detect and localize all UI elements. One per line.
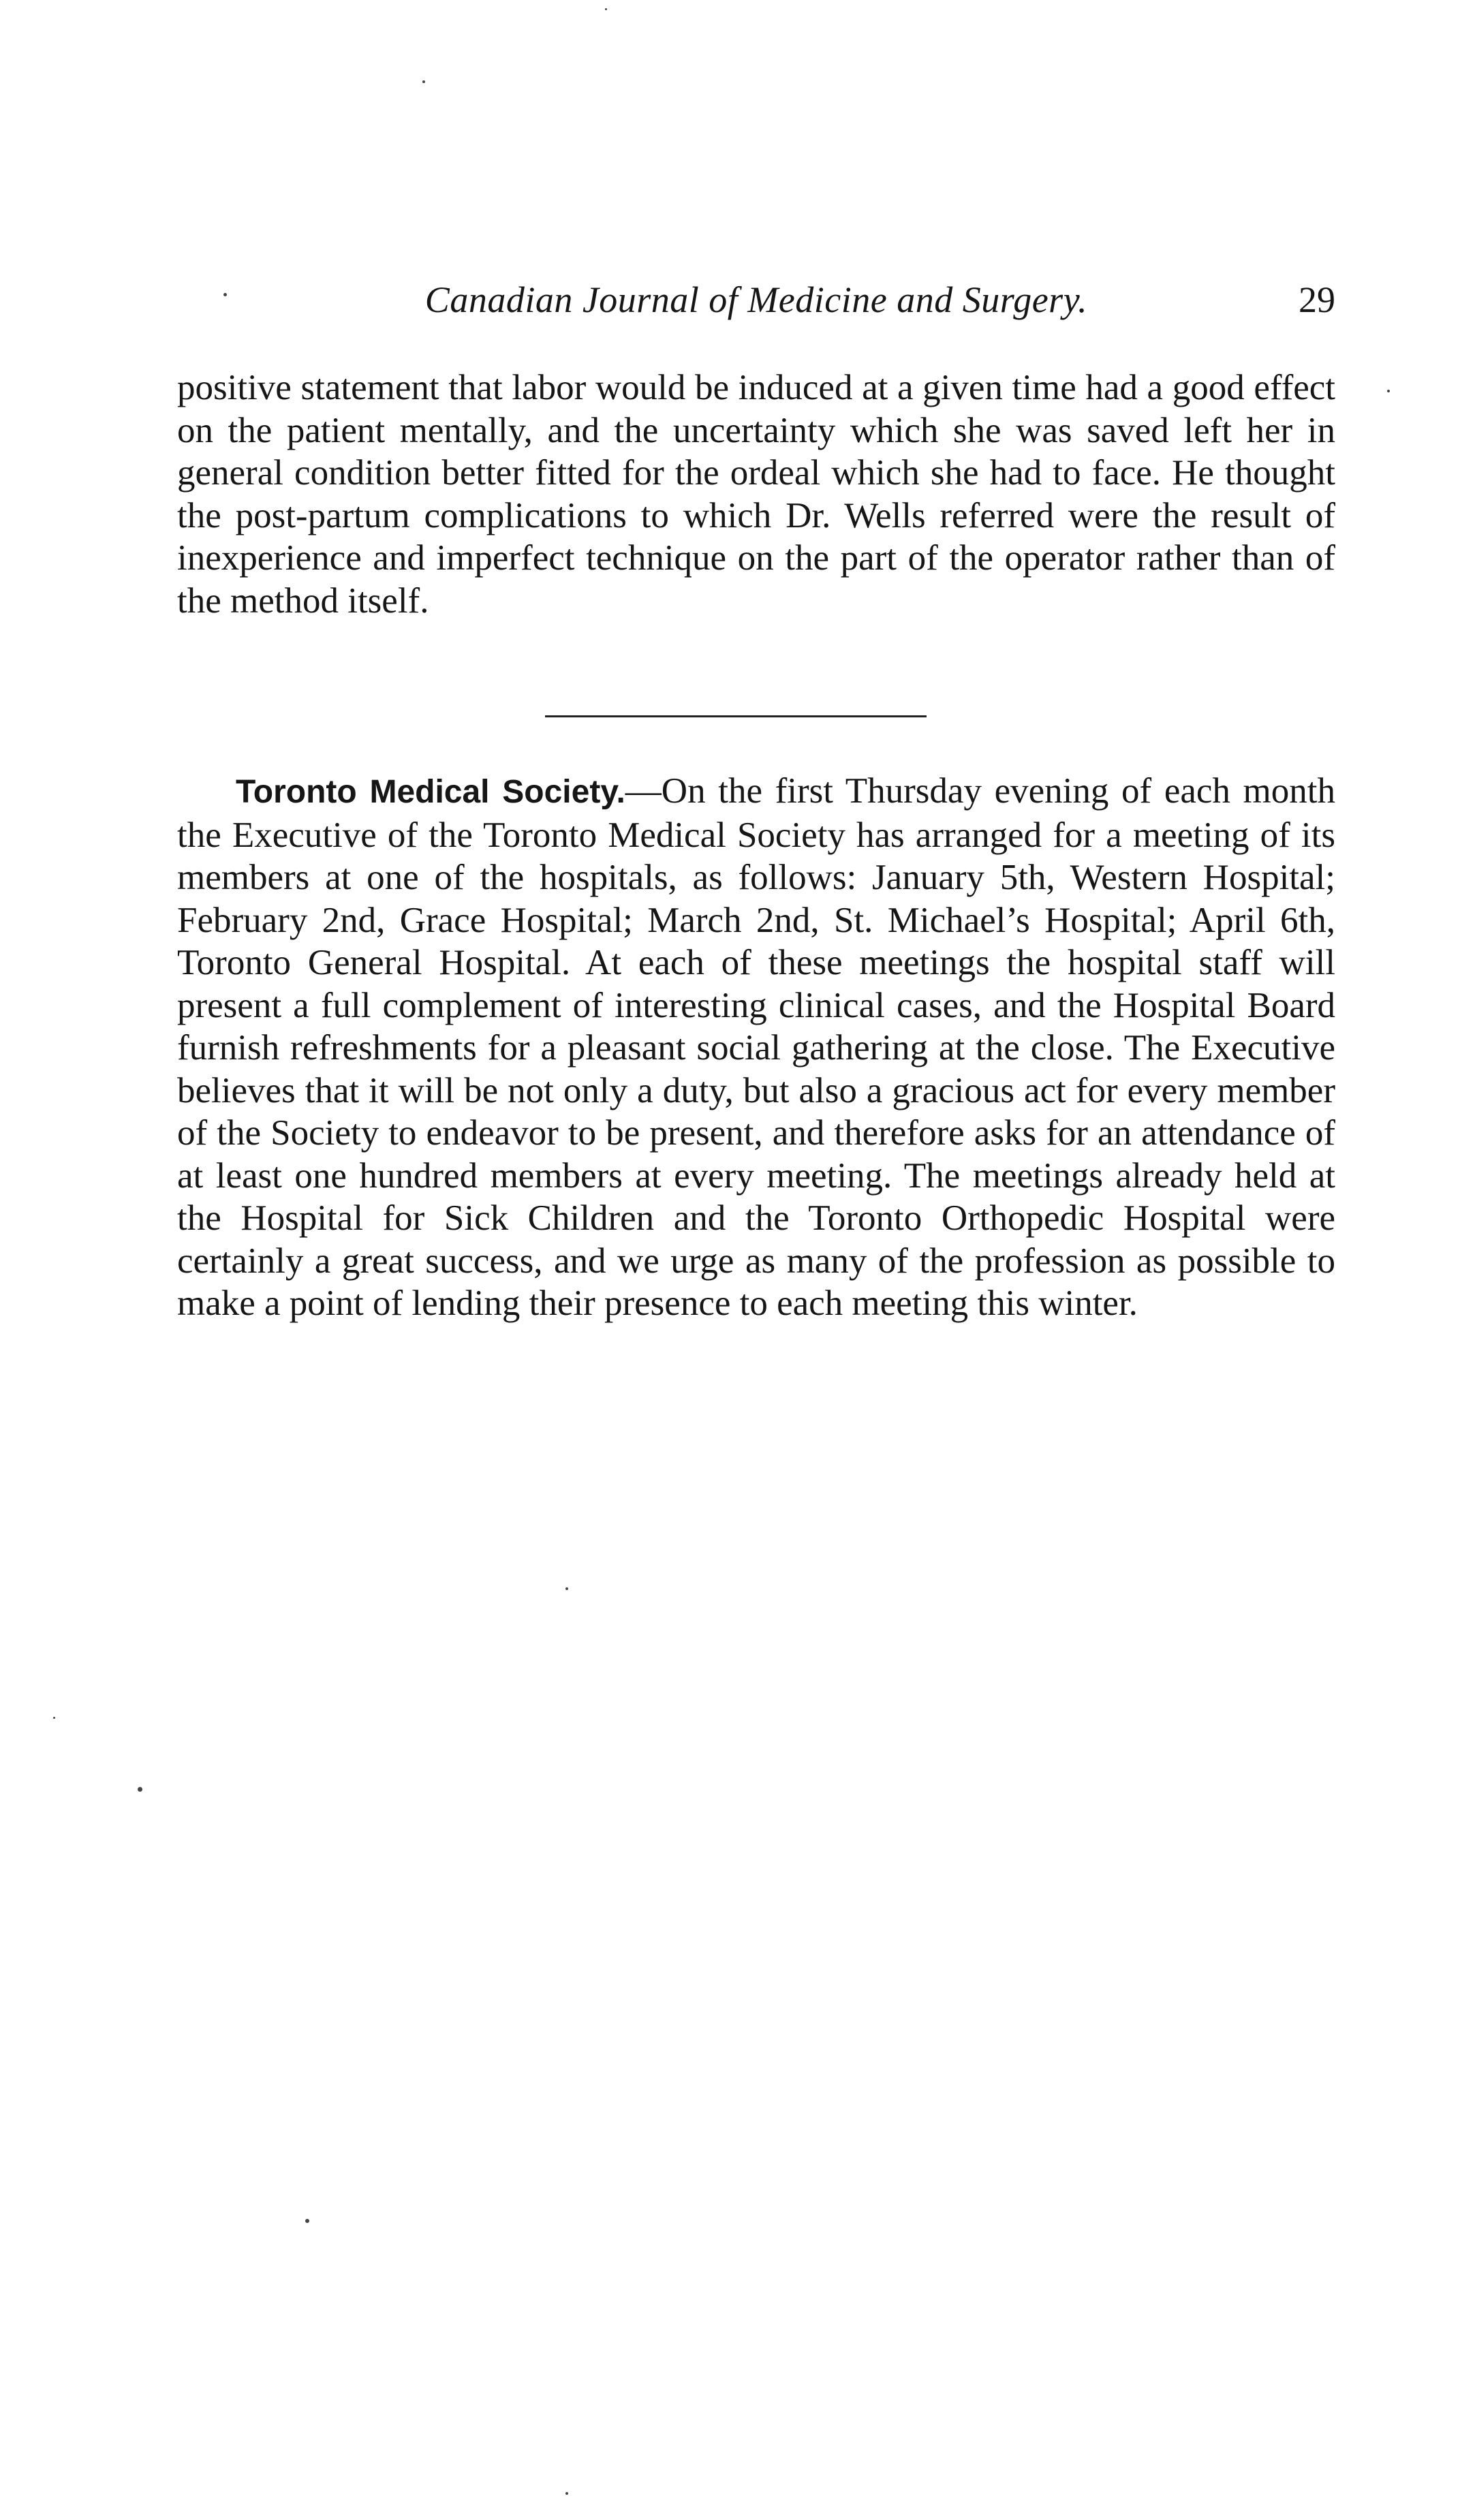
society-paragraph: [177, 770, 1335, 1325]
scan-speck: [565, 2492, 568, 2495]
scan-speck: [223, 293, 227, 296]
scan-speck: [138, 1787, 142, 1792]
scan-speck: [53, 1717, 55, 1719]
section-divider: [545, 715, 927, 717]
journal-title: Canadian Journal of Medicine and Surgery.: [424, 279, 1088, 320]
scan-speck: [305, 2219, 309, 2223]
page-number: 29: [1299, 279, 1335, 320]
scan-speck: [565, 1587, 568, 1590]
continuation-paragraph: positive statement that labor would be induced at a given time had a good effect on the patient mentally, and the uncertainty which she was saved left her in general condition better fitted for the ordeal which she had to face. He thought the post-partum complications to which Dr. Wells referred were the result of inexperience and imperfect technique on the part of the operator rather than of the method itself.: [177, 368, 1335, 621]
society-body: —On the first Thursday evening of each month the Executive of the Toronto Medical Society has arranged for a meeting of its members at one of the hospitals, as follows: January 5th, Western Hospital; February 2nd, Grace Hospital; March 2nd, St. Michael’s Hospital; April 6th, Toronto General Hospital. At each of these meetings the hospital staff will present a full complement of interesting clinical cases, and the Hospital Board furnish refreshments for a pleasant social gathering at the close. The Executive believes that it will be not only a duty, but also a gracious act for every member of the Society to endeavor to be present, and therefore asks for an attendance of at least one hundred members at every meeting. The meetings already held at the Hospital for Sick Children and the Toronto Orthopedic Hospital were certainly a great success, and we urge as many of the profession as possible to make a point of lending their presence to each meeting this winter.: [177, 771, 1336, 1323]
scan-speck: [605, 8, 607, 10]
running-header: [177, 273, 1335, 327]
scan-speck: [1387, 390, 1390, 392]
society-heading: Toronto Medical Society.: [236, 774, 625, 810]
scan-speck: [422, 80, 425, 83]
